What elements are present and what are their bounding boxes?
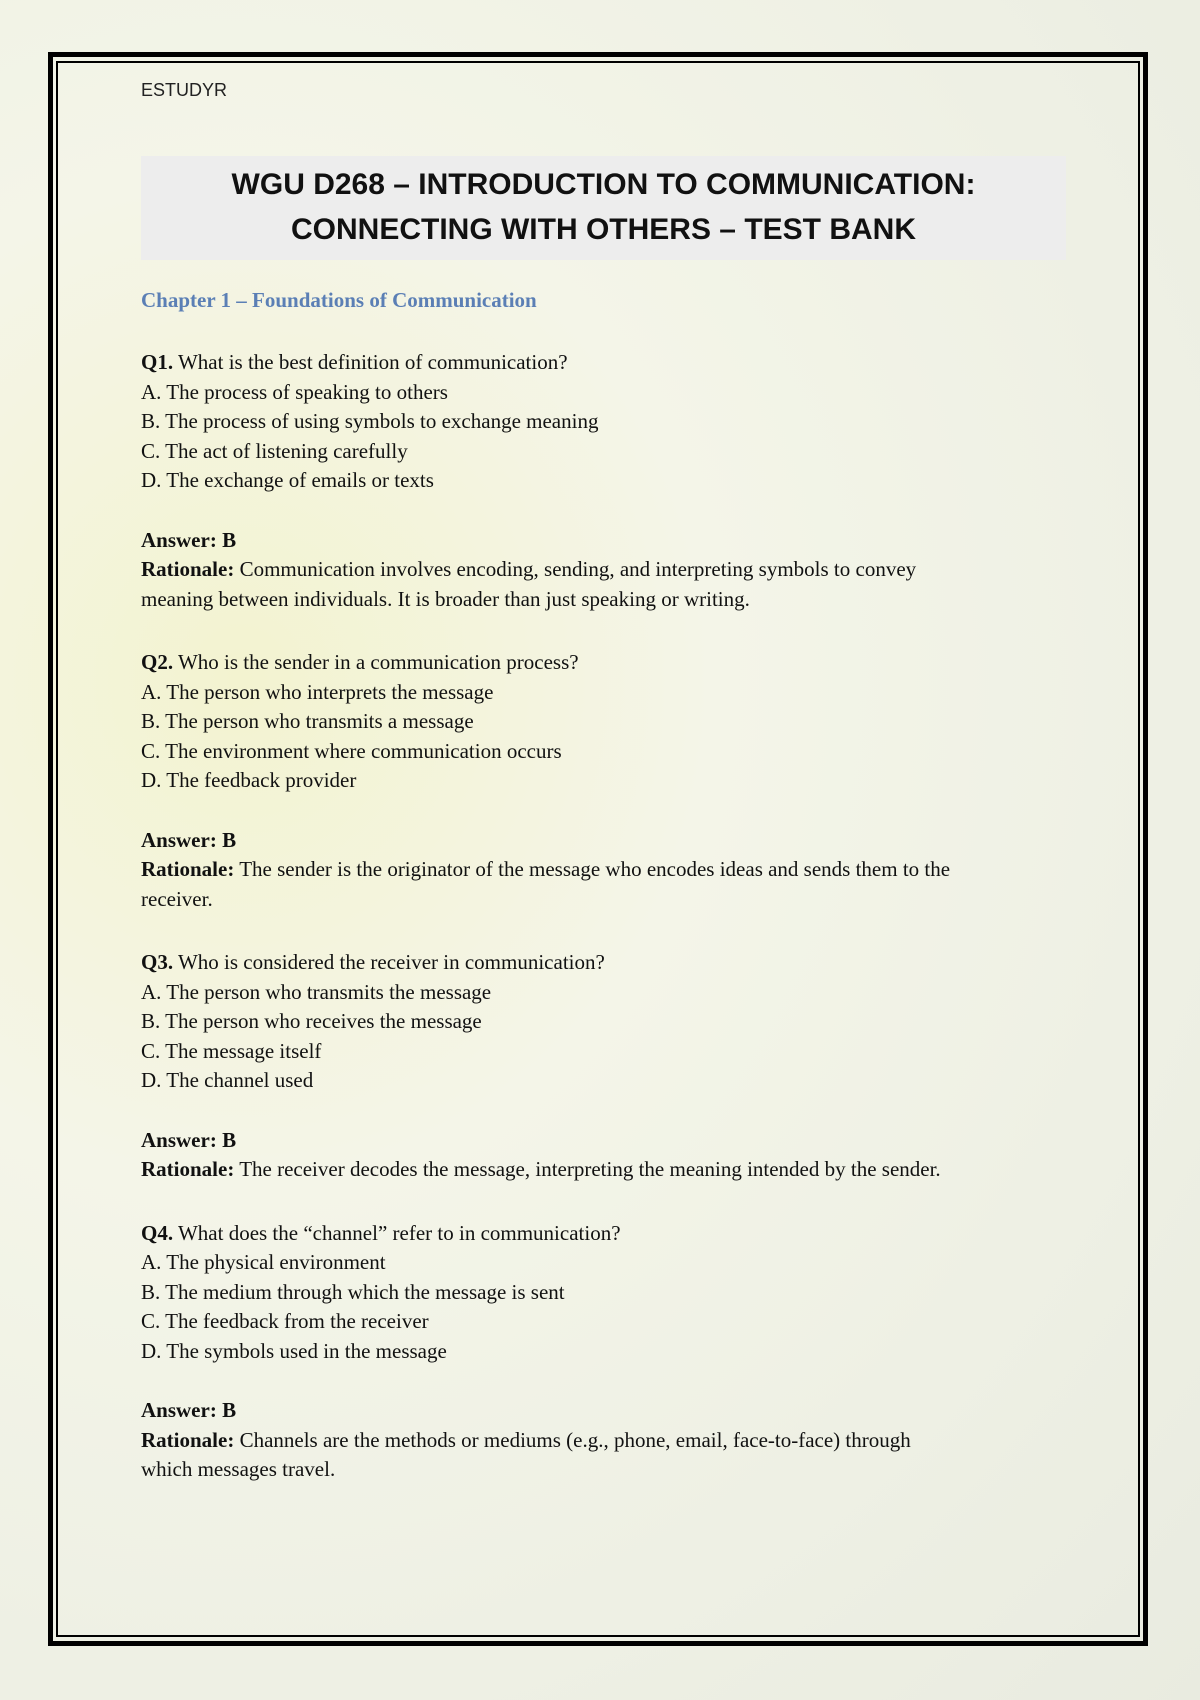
question-1 [141, 348, 1066, 614]
option-b: B. The process of using symbols to exchange meaning [141, 409, 599, 433]
chapter-heading: Chapter 1 – Foundations of Communication [141, 288, 537, 312]
rationale-line-1 [141, 1155, 1066, 1185]
rationale-line-2: which messages travel. [141, 1457, 336, 1481]
question-label: Q1. [141, 350, 174, 374]
question-3 [141, 948, 1066, 1185]
question-prompt: What is the best definition of communication? [173, 350, 568, 374]
question-text [141, 648, 1066, 678]
option-d: D. The exchange of emails or texts [141, 468, 434, 492]
question-label: Q2. [141, 650, 174, 674]
answer-block [141, 826, 1066, 915]
document-title-line-1: WGU D268 – INTRODUCTION TO COMMUNICATION: [231, 168, 976, 201]
question-2 [141, 648, 1066, 914]
option-d: D. The channel used [141, 1068, 314, 1092]
question-text [141, 948, 1066, 978]
question-prompt: Who is considered the receiver in communication? [173, 950, 605, 974]
question-label: Q3. [141, 950, 174, 974]
rationale-label: Rationale: [141, 857, 235, 881]
question-text [141, 348, 1066, 378]
option-a: A. The physical environment [141, 1250, 386, 1274]
option-a: A. The person who interprets the message [141, 679, 494, 704]
question-label: Q4. [141, 1220, 174, 1245]
answer-block [141, 526, 1066, 615]
rationale-label: Rationale: [141, 1427, 235, 1452]
option-b: B. The medium through which the message is sent [141, 1279, 565, 1304]
answer-label: Answer: B [141, 527, 237, 552]
answer-label: Answer: B [141, 1127, 237, 1152]
answer-label: Answer: B [141, 1398, 237, 1422]
option-b: B. The person who receives the message [141, 1009, 482, 1033]
answer-label: Answer: B [141, 827, 237, 852]
option-b: B. The person who transmits a message [141, 709, 474, 733]
document-title-line-2: CONNECTING WITH OTHERS – TEST BANK [290, 213, 916, 246]
answer-block [141, 1396, 1066, 1485]
option-c: C. The environment where communication occurs [141, 738, 562, 763]
option-c: C. The feedback from the receiver [141, 1309, 429, 1333]
rationale-label: Rationale: [141, 1157, 235, 1181]
question-text [141, 1219, 1066, 1249]
question-prompt: Who is the sender in a communication process? [173, 650, 579, 674]
answer-block [141, 1126, 1066, 1185]
option-d: D. The symbols used in the message [141, 1338, 447, 1363]
rationale-text: The receiver decodes the message, interpreting the meaning intended by the sender. [234, 1157, 941, 1181]
rationale-line-1 [141, 855, 1066, 885]
rationale-text: Communication involves encoding, sending, and interpreting symbols to convey [234, 557, 917, 581]
option-d: D. The feedback provider [141, 768, 357, 792]
rationale-label: Rationale: [141, 557, 235, 581]
question-prompt: What does the “channel” refer to in communication? [173, 1220, 621, 1245]
document-title-box [141, 156, 1066, 260]
rationale-text: The sender is the originator of the message who encodes ideas and sends them to the [234, 857, 951, 881]
rationale-line-2: meaning between individuals. It is broader than just speaking or writing. [141, 586, 750, 611]
rationale-line-1 [141, 555, 1066, 585]
option-c: C. The act of listening carefully [141, 438, 408, 463]
option-a: A. The process of speaking to others [141, 379, 448, 404]
question-4 [141, 1219, 1066, 1485]
option-a: A. The person who transmits the message [141, 979, 492, 1004]
option-c: C. The message itself [141, 1038, 322, 1063]
brand-header: ESTUDYR [141, 80, 228, 100]
rationale-text: Channels are the methods or mediums (e.g., phone, email, face-to-face) through [234, 1427, 911, 1452]
rationale-line-2: receiver. [141, 886, 213, 911]
document-page [141, 78, 1066, 1485]
rationale-line-1 [141, 1426, 1066, 1456]
